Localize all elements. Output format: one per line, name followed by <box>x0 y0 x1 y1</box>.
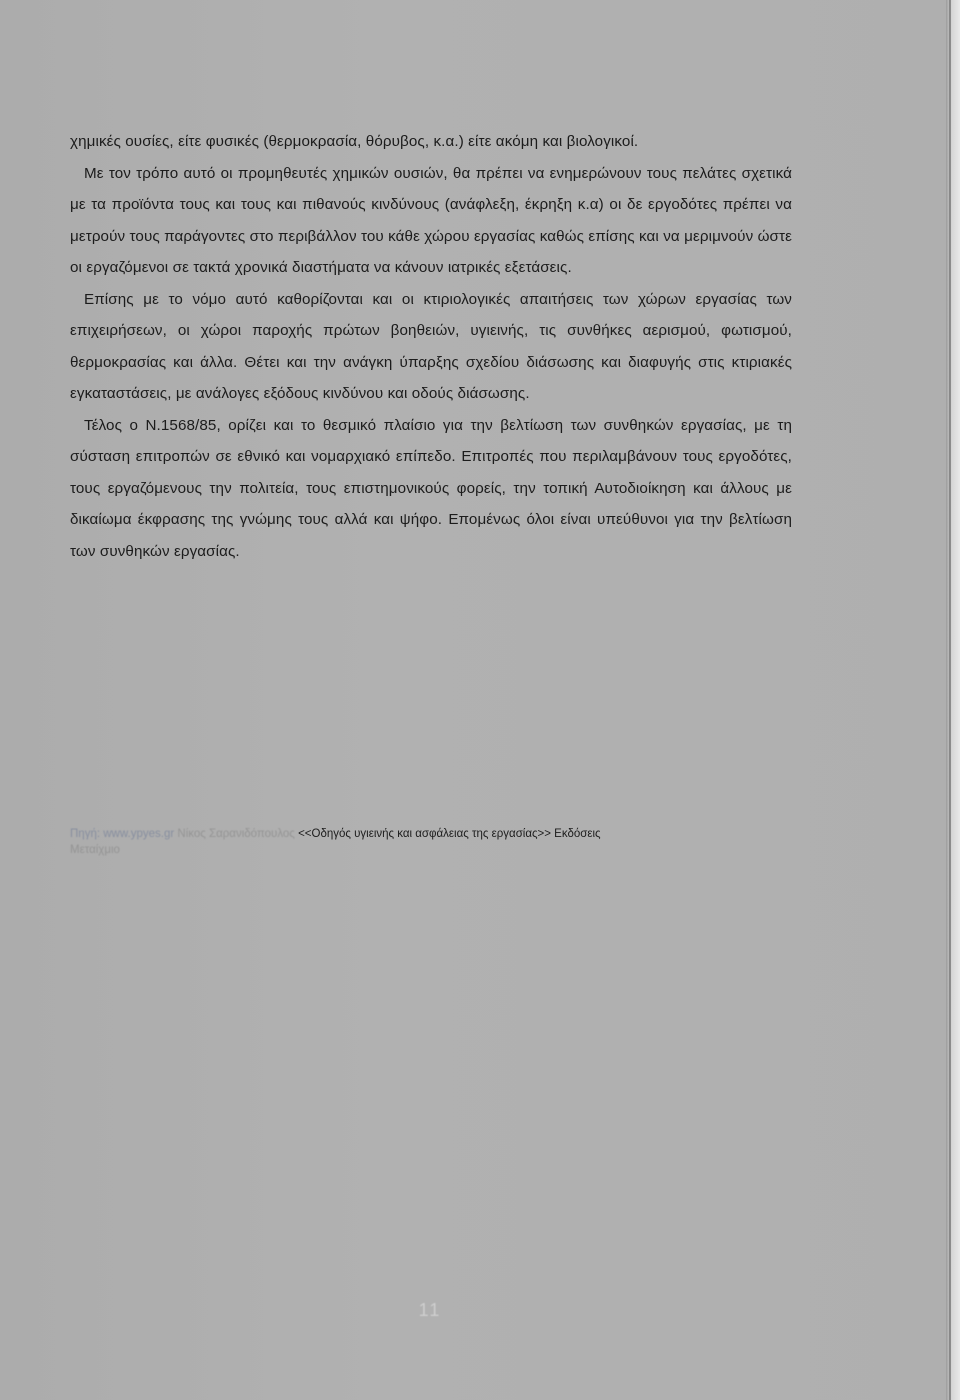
paragraph: Με τον τρόπο αυτό οι προμηθευτές χημικών ουσιών, θα πρέπει να ενημερώνουν τους πελάτες σχετικά με τα προϊόντα τους και τους και πιθανούς κινδύνους (ανάφλεξη, έκρηξη κ.α) οι δε εργοδότες πρέπει να μετρούν τους παράγοντες στο περιβάλλον του κάθε χώρου εργασίας καθώς επίσης και να μεριμνούν ώστε οι εργαζόμενοι σε τακτά χρονικά διαστήματα να κάνουν ιατρικές εξετάσεις. <box>70 164 792 276</box>
source-prefix: Πηγή: <box>70 828 101 840</box>
paragraph: Επίσης με το νόμο αυτό καθορίζονται και οι κτιριολογικές απαιτήσεις των χώρων εργασίας των επιχειρήσεων, οι χώροι παροχής πρώτων βοηθειών, υγιεινής, τις συνθήκες αερισμού, φωτισμού, θερμοκρασίας και άλλα. Θέτει και την ανάγκη ύπαρξης σχεδίου διάσωσης και διαφυγής στις κτιριακές εγκαταστάσεις, με ανάλογες εξόδους κινδύνου και οδούς διάσωσης. <box>70 290 792 402</box>
source-publisher: Μεταίχμιο <box>70 844 120 856</box>
edge-line <box>949 0 951 1400</box>
source-title: <<Οδηγός υγιεινής και ασφάλειας της εργασίας>> Εκδόσεις <box>298 828 601 840</box>
paragraph: Τέλος ο Ν.1568/85, ορίζει και το θεσμικό πλαίσιο για την βελτίωση των συνθηκών εργασίας, με τη σύσταση επιτροπών σε εθνικό και νομαρχιακό επίπεδο. Επιτροπές που περιλαμβάνουν τους εργοδότες, τους εργαζόμενους την πολιτεία, τους επιστημονικούς φορείς, την τοπική Αυτοδιοίκηση και άλλους με δικαίωμα έκφρασης της γνώμης τους αλλά και ψήφο. Επομένως όλοι είναι υπεύθυνοι για την βελτίωση των συνθηκών εργασίας. <box>70 416 792 560</box>
page-number: 11 <box>418 1300 442 1320</box>
source-footnote <box>70 826 790 858</box>
source-url: www.ypyes.gr <box>103 828 175 840</box>
page-edge <box>946 0 960 1400</box>
source-author: Νίκος Σαρανιδόπουλος <box>177 828 295 840</box>
body-text <box>70 126 792 567</box>
paragraph: χημικές ουσίες, είτε φυσικές (θερμοκρασία, θόρυβος, κ.α.) είτε ακόμη και βιολογικοί. <box>70 133 639 150</box>
